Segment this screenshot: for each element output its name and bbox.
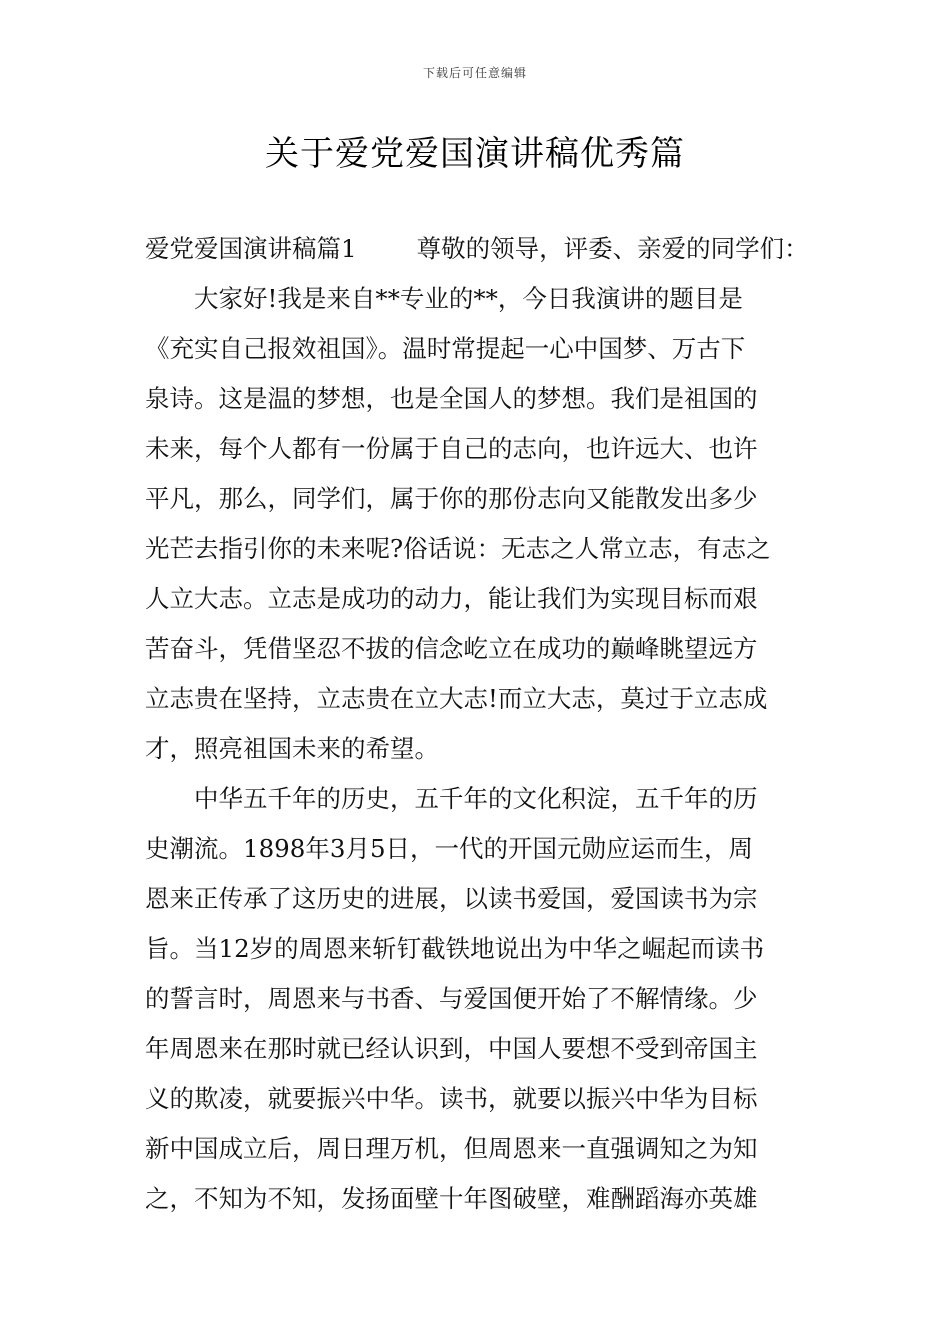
text-line: 泉诗。这是温的梦想，也是全国人的梦想。我们是祖国的	[145, 384, 758, 413]
document-title: 关于爱党爱国演讲稿优秀篇	[265, 134, 685, 174]
section-label: 爱党爱国演讲稿篇1	[145, 234, 357, 263]
text-line: 光芒去指引你的未来呢?俗话说：无志之人常立志，有志之	[145, 534, 771, 563]
text-line: 新中国成立后，周日理万机，但周恩来一直强调知之为知	[145, 1134, 758, 1163]
text-line: 才，照亮祖国未来的希望。	[145, 734, 439, 763]
text-line: 之，不知为不知，发扬面壁十年图破壁，难酬蹈海亦英雄	[145, 1184, 758, 1213]
first-line	[145, 224, 810, 274]
document-body	[145, 224, 810, 1224]
text-line: 大家好!我是来自**专业的**，今日我演讲的题目是	[145, 284, 743, 313]
text-line: 史潮流。1898年3月5日，一代的开国元勋应运而生，周	[145, 834, 754, 863]
text-line: 人立大志。立志是成功的动力，能让我们为实现目标而艰	[145, 584, 758, 613]
text-line: 旨。当12岁的周恩来斩钉截铁地说出为中华之崛起而读书	[145, 934, 765, 963]
text-line: 未来，每个人都有一份属于自己的志向，也许远大、也许	[145, 434, 758, 463]
text-line: 中华五千年的历史，五千年的文化积淀，五千年的历	[145, 784, 758, 813]
greeting-text: 尊敬的领导，评委、亲爱的同学们：	[416, 234, 809, 263]
text-line: 恩来正传承了这历史的进展，以读书爱国，爱国读书为宗	[145, 884, 758, 913]
text-line: 《充实自己报效祖国》。温时常提起一心中国梦、万古下	[145, 334, 746, 363]
text-line: 立志贵在坚持，立志贵在立大志!而立大志，莫过于立志成	[145, 684, 768, 713]
header-note: 下载后可任意编辑	[422, 66, 527, 80]
text-line: 平凡，那么，同学们，属于你的那份志向又能散发出多少	[145, 484, 758, 513]
text-line: 苦奋斗，凭借坚忍不拔的信念屹立在成功的巅峰眺望远方	[145, 634, 758, 663]
text-line: 义的欺凌，就要振兴中华。读书，就要以振兴中华为目标	[145, 1084, 758, 1113]
text-line: 年周恩来在那时就已经认识到，中国人要想不受到帝国主	[145, 1034, 758, 1063]
text-line: 的誓言时，周恩来与书香、与爱国便开始了不解情缘。少	[145, 984, 758, 1013]
